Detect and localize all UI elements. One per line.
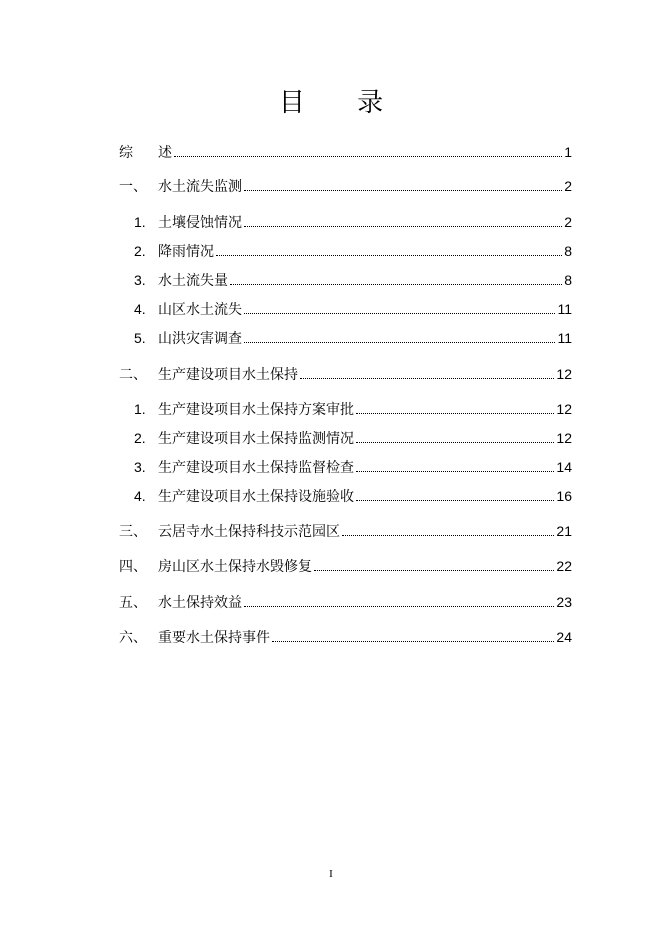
toc-entry-number: 4. [134, 488, 146, 504]
toc-entry-section-3[interactable] [119, 521, 572, 541]
toc-entry-2-1[interactable] [134, 399, 572, 419]
toc-entry-section-5[interactable] [119, 592, 572, 612]
dot-leader [230, 284, 562, 285]
dot-leader [174, 156, 562, 157]
toc-entry-label: 述 [158, 145, 172, 161]
toc-entry-number: 四、 [119, 559, 147, 575]
toc-entry-label: 土壤侵蚀情况 [158, 215, 242, 231]
toc-entry-number: 4. [134, 301, 146, 317]
toc-entry-page: 2 [564, 178, 572, 194]
toc-entry-label: 水土流失监测 [158, 179, 242, 195]
toc-entry-label: 生产建设项目水土保持监督检查 [158, 460, 354, 476]
toc-entry-page: 2 [564, 214, 572, 230]
toc-entry-2-3[interactable] [134, 457, 572, 477]
toc-entry-number: 三、 [119, 524, 147, 540]
toc-entry-label: 生产建设项目水土保持设施验收 [158, 489, 354, 505]
toc-entry-number: 1. [134, 214, 146, 230]
toc-entry-section-1[interactable] [119, 176, 572, 196]
toc-entry-2-2[interactable] [134, 428, 572, 448]
toc-entry-page: 24 [556, 629, 572, 645]
toc-entry-number: 五、 [119, 595, 147, 611]
toc-entry-1-5[interactable] [134, 328, 572, 348]
toc-entry-page: 12 [556, 401, 572, 417]
dot-leader [272, 641, 554, 642]
footer-page-number: I [329, 868, 333, 880]
toc-entry-number: 1. [134, 401, 146, 417]
toc-entry-label: 水土保持效益 [158, 595, 242, 611]
dot-leader [244, 190, 562, 191]
dot-leader [356, 500, 554, 501]
toc-entry-label: 重要水土保持事件 [158, 630, 270, 646]
toc-entry-overview[interactable] [119, 142, 572, 162]
dot-leader [356, 442, 554, 443]
toc-entry-1-3[interactable] [134, 270, 572, 290]
toc-entry-number: 5. [134, 330, 146, 346]
toc-entry-label: 生产建设项目水土保持方案审批 [158, 402, 354, 418]
toc-entry-label: 山洪灾害调查 [158, 331, 242, 347]
dot-leader [356, 413, 554, 414]
toc-entry-label: 云居寺水土保持科技示范园区 [158, 524, 340, 540]
dot-leader [244, 342, 555, 343]
toc-entry-1-2[interactable] [134, 241, 572, 261]
toc-entry-1-1[interactable] [134, 212, 572, 232]
toc-entry-page: 1 [564, 144, 572, 160]
toc-entry-number: 一、 [119, 179, 147, 195]
dot-leader [244, 226, 562, 227]
toc-entry-page: 16 [556, 488, 572, 504]
toc-entry-number: 二、 [119, 367, 147, 383]
dot-leader [356, 471, 554, 472]
toc-entry-number: 六、 [119, 630, 147, 646]
toc-entry-page: 11 [557, 330, 572, 346]
toc-entry-number: 3. [134, 272, 146, 288]
toc-entry-2-4[interactable] [134, 486, 572, 506]
toc-entry-label: 生产建设项目水土保持监测情况 [158, 431, 354, 447]
page-title: 目 录 [278, 88, 406, 118]
toc-entry-number: 3. [134, 459, 146, 475]
toc-entry-page: 21 [556, 523, 572, 539]
toc-entry-label: 生产建设项目水土保持 [158, 367, 298, 383]
toc-entry-1-4[interactable] [134, 299, 572, 319]
toc-entry-label: 降雨情况 [158, 244, 214, 260]
toc-entry-page: 8 [564, 243, 572, 259]
dot-leader [314, 570, 554, 571]
dot-leader [342, 535, 554, 536]
toc-entry-page: 22 [556, 558, 572, 574]
dot-leader [216, 255, 562, 256]
dot-leader [244, 313, 555, 314]
toc-entry-page: 8 [564, 272, 572, 288]
toc-entry-page: 14 [556, 459, 572, 475]
toc-entry-section-6[interactable] [119, 627, 572, 647]
toc-entry-label: 山区水土流失 [158, 302, 242, 318]
toc-entry-page: 12 [556, 366, 572, 382]
toc-entry-page: 11 [557, 301, 572, 317]
toc-entry-number: 综 [119, 145, 133, 161]
toc-entry-label: 房山区水土保持水毁修复 [158, 559, 312, 575]
dot-leader [244, 606, 554, 607]
toc-entry-section-2[interactable] [119, 364, 572, 384]
dot-leader [300, 378, 554, 379]
toc-entry-page: 12 [556, 430, 572, 446]
toc-entry-section-4[interactable] [119, 556, 572, 576]
toc-entry-label: 水土流失量 [158, 273, 228, 289]
toc-entry-number: 2. [134, 243, 146, 259]
toc-entry-page: 23 [556, 594, 572, 610]
toc-entry-number: 2. [134, 430, 146, 446]
